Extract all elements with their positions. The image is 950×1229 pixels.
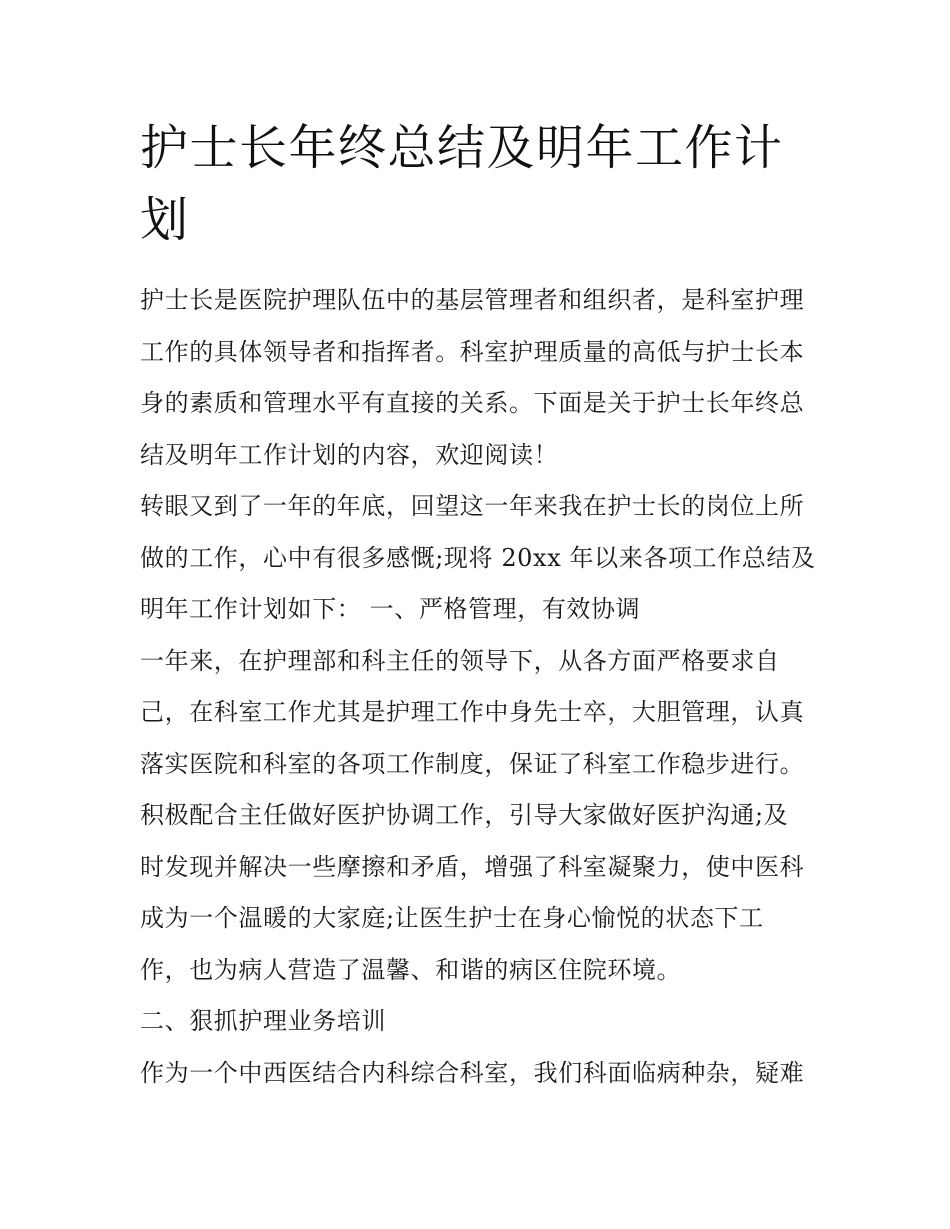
body-text-line: 护士长是医院护理队伍中的基层管理者和组织者，是科室护理 [140,286,805,314]
document-body [140,280,830,1104]
body-text-line: 作，也为病人营造了温馨、和谐的病区住院环境。 [140,955,682,984]
body-text-line: 一年来，在护理部和科主任的领导下，从各方面严格要求自 [140,646,780,675]
title-line: 划 [140,192,190,248]
section-heading: 二、狠抓护理业务培训 [140,1007,386,1035]
body-text-line: 作为一个中西医结合内科综合科室，我们科面临病种杂，疑难 [140,1058,805,1087]
body-text-line: 明年工作计划如下： 一、严格管理，有效协调 [140,595,641,623]
body-text-line: 时发现并解决一些摩擦和矛盾，增强了科室凝聚力，使中医科 [140,852,805,881]
body-text-line: 己，在科室工作尤其是护理工作中身先士卒，大胆管理，认真 [140,698,805,726]
body-text-line: 积极配合主任做好医护协调工作，引导大家做好医护沟通;及 [140,801,789,829]
title-line: 护士长年终总结及明年工作计 [140,120,784,176]
body-text-line: 工作的具体领导者和指挥者。科室护理质量的高低与护士长本 [140,337,805,366]
body-text-line: 结及明年工作计划的内容，欢迎阅读！ [140,440,559,469]
body-text-line: 身的素质和管理水平有直接的关系。下面是关于护士长年终总 [140,389,805,417]
body-text-line: 成为一个温暖的大家庭;让医生护士在身心愉悦的状态下工 [140,904,764,932]
document-title [140,112,820,256]
body-text-line: 做的工作，心中有很多感慨;现将 20xx 年以来各项工作总结及 [140,543,816,572]
body-text-line: 落实医院和科室的各项工作制度，保证了科室工作稳步进行。 [140,749,805,778]
body-text-line: 转眼又到了一年的年底，回望这一年来我在护士长的岗位上所 [140,492,805,520]
